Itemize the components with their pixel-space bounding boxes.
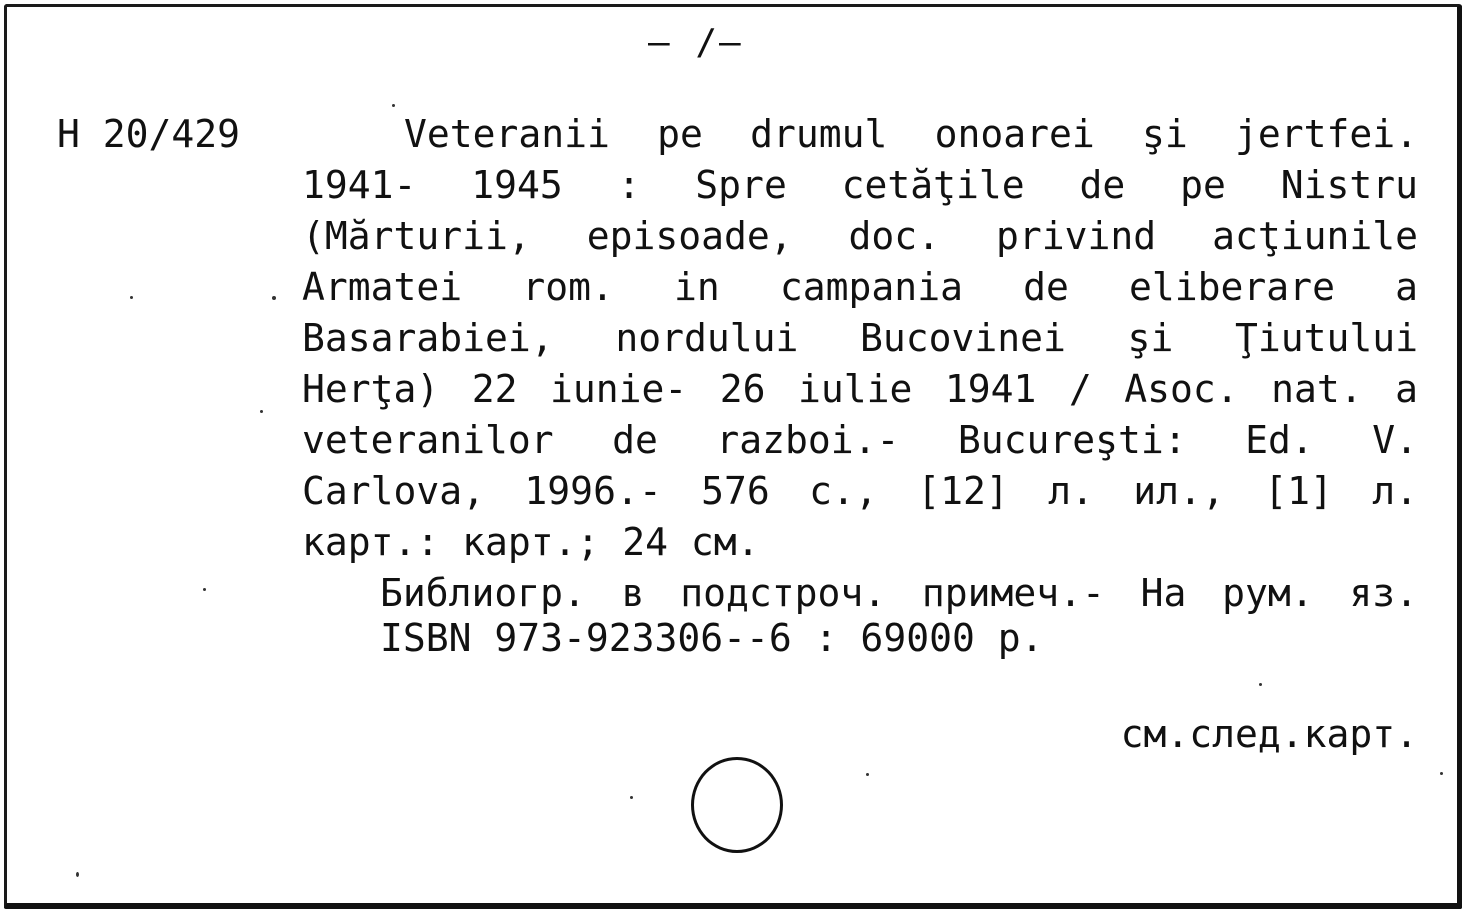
- description-line: Basarabiei, nordului Bucovinei şi Ţiutului: [302, 316, 1418, 360]
- card-number: — /—: [648, 22, 743, 63]
- scan-speck: [130, 296, 133, 299]
- description-line: 1941- 1945 : Spre cetăţile de pe Nistru: [302, 163, 1418, 207]
- description-line: карт.: карт.; 24 см.: [302, 520, 760, 564]
- scan-speck: [76, 872, 79, 877]
- bibliography-note: Библиогр. в подстроч. примеч.- На рум. яз.: [380, 571, 1418, 615]
- description-line: Armatei rom. in campania de eliberare a: [302, 265, 1418, 309]
- scan-speck: [260, 410, 263, 413]
- scan-speck: [272, 296, 276, 300]
- scan-speck: [866, 773, 869, 776]
- isbn-note: ISBN 973-923306--6 : 69000 р.: [380, 616, 1044, 660]
- punch-hole: [691, 757, 783, 853]
- description-line: veteranilor de razboi.- Bucureşti: Ed. V.: [302, 418, 1418, 462]
- shelf-mark: H 20/429: [57, 112, 241, 156]
- continuation-note: см.след.карт.: [1120, 712, 1418, 756]
- scan-speck: [203, 588, 206, 591]
- scan-speck: [1440, 772, 1443, 775]
- description-line: Veteranii pe drumul onoarei şi jertfei.: [404, 112, 1418, 156]
- scan-speck: [392, 104, 395, 107]
- scan-speck: [1259, 683, 1262, 686]
- description-line: (Mărturii, episoade, doc. privind acţiunile: [302, 214, 1418, 258]
- description-line: Herţa) 22 iunie- 26 iulie 1941 / Asoc. nat. a: [302, 367, 1418, 411]
- description-line: Carlova, 1996.- 576 c., [12] л. ил., [1] л.: [302, 469, 1418, 513]
- scan-speck: [630, 796, 633, 799]
